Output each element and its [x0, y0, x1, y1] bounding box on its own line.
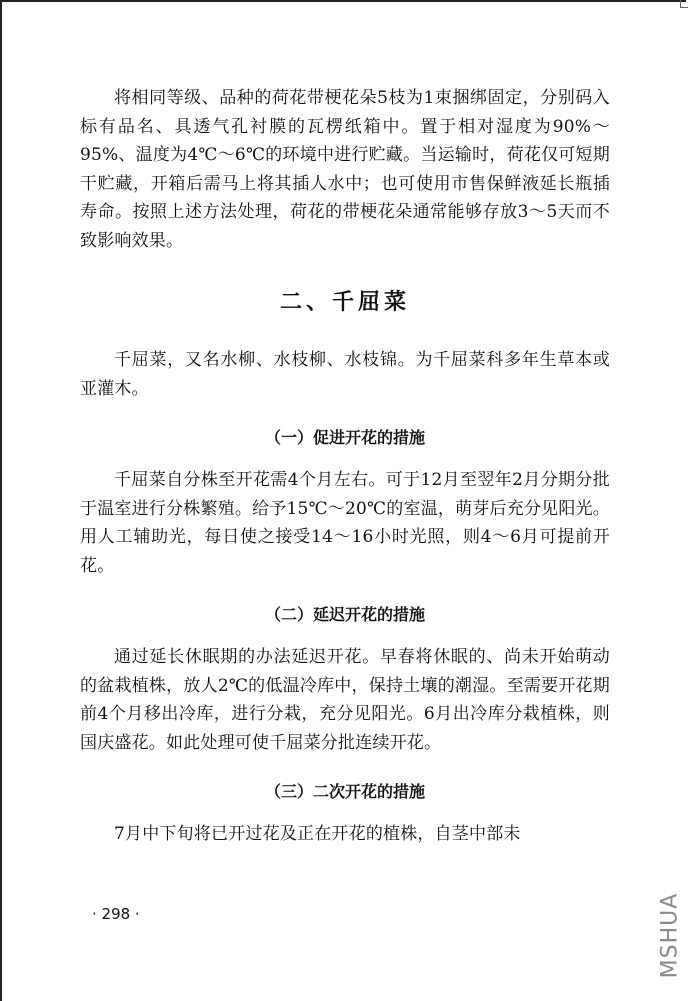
watermark-text: MSHUA	[657, 892, 683, 978]
paragraph-delay-flowering: 通过延长休眠期的办法延迟开花。早春将休眠的、尚未开始萌动的盆栽植株，放人2℃的低温冷库中，保持土壤的潮湿。至需要开花期前4个月移出冷库，进行分栽，充分见阳光。6月出冷库分栽植株，则国庆盛花。如此处理可使千屈菜分批连续开花。	[80, 647, 610, 753]
page-number: · 298 ·	[92, 905, 140, 923]
paragraph-second-flowering: 7月中下旬将已开过花及正在开花的植株，自茎中部未	[114, 824, 521, 844]
subheading-delay-flowering: （二）延迟开花的措施	[264, 605, 425, 624]
subheading-promote-flowering: （一）促进开花的措施	[264, 428, 425, 447]
subheading-second-flowering: （三）二次开花的措施	[264, 782, 425, 801]
section-title: 二、千屈菜	[279, 290, 410, 315]
watermark	[656, 880, 684, 990]
paragraph-intro: 千屈菜，又名水柳、水枝柳、水枝锦。为千屈菜科多年生草本或亚灌木。	[80, 350, 610, 399]
page-content	[80, 84, 610, 849]
paragraph-promote-flowering: 千屈菜自分株至开花需4个月左右。可于12月至翌年2月分期分批于温室进行分株繁殖。给予15℃～20℃的室温，萌芽后充分见阳光。用人工辅助光，每日使之接受14～16小时光照，则4～6月可提前开花。	[80, 470, 610, 576]
corner-mark	[680, 0, 688, 8]
paragraph-lotus-storage: 将相同等级、品种的荷花带梗花朵5枝为1束捆绑固定，分别码入标有品名、具透气孔衬膜的瓦楞纸箱中。置于相对湿度为90%～95%、温度为4℃～6℃的环境中进行贮藏。当运输时，荷花仅可短期干贮藏，开箱后需马上将其插人水中；也可使用市售保鲜液延长瓶插寿命。按照上述方法处理，荷花的带梗花朵通常能够存放3～5天而不致影响效果。	[80, 88, 610, 251]
